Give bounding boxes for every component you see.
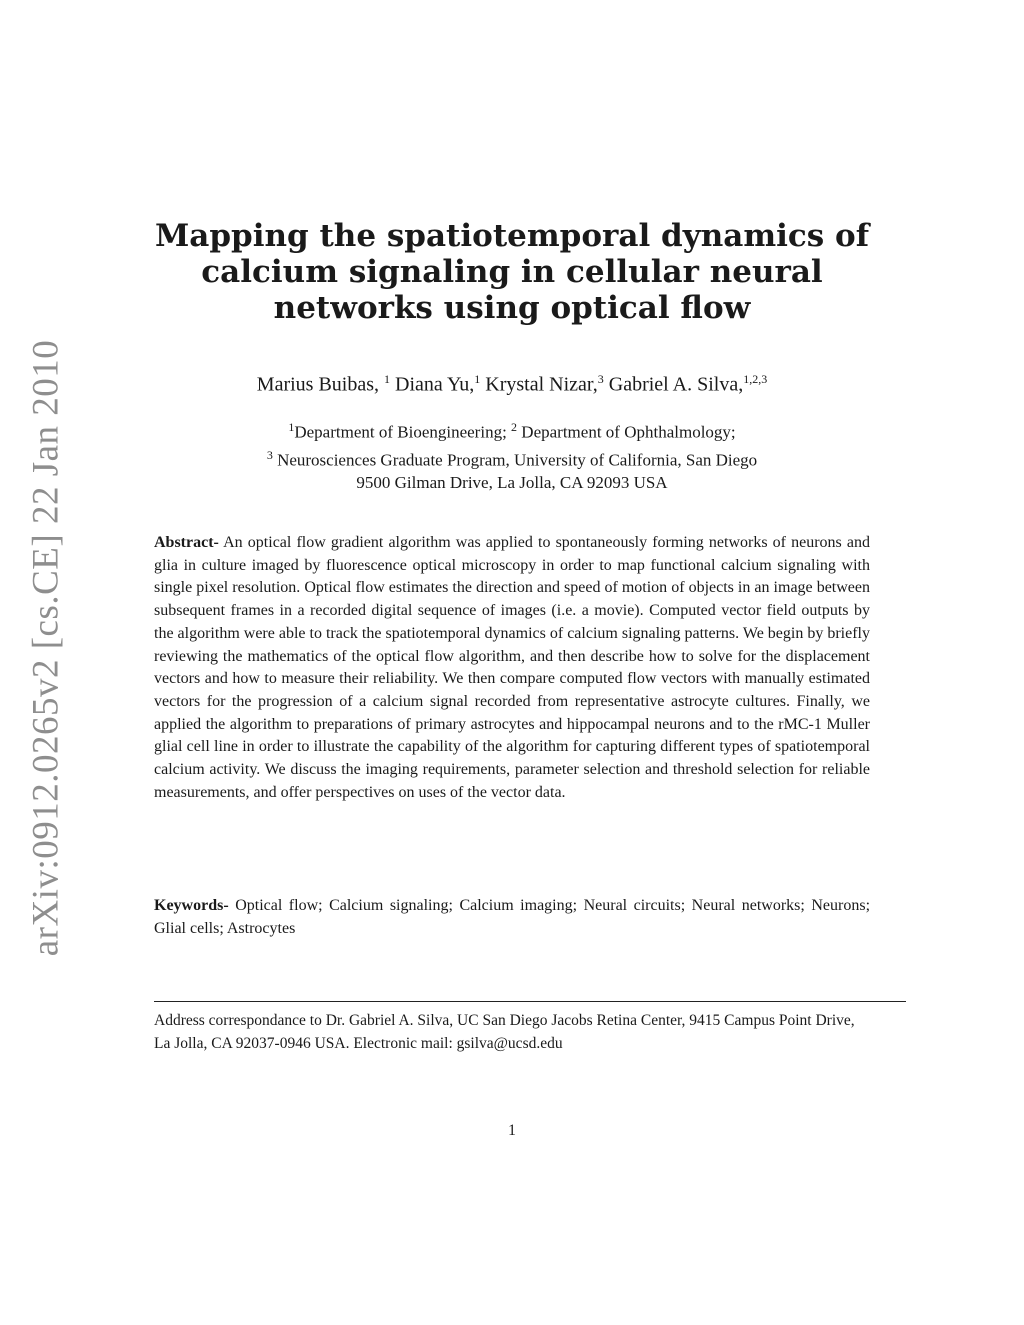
author-affiliation-mark: 1 <box>384 372 391 386</box>
affiliation-text: Department of Ophthalmology; <box>517 422 736 442</box>
paper-title: Mapping the spatiotemporal dynamics of calcium signaling in cellular neural networks using optical flow <box>154 218 870 326</box>
author-affiliation-mark: 1 <box>474 372 481 386</box>
affiliation-line <box>152 444 872 472</box>
affiliation-line <box>152 416 872 444</box>
author: Marius Buibas, <box>256 373 380 396</box>
affiliations <box>152 416 872 494</box>
author-list <box>152 366 872 398</box>
affiliation-address: 9500 Gilman Drive, La Jolla, CA 92093 USA <box>356 473 668 493</box>
affiliation-mark: 1 <box>288 420 295 434</box>
keywords <box>154 895 870 940</box>
affiliation-text: Department of Bioengineering; <box>294 422 512 442</box>
affiliation-mark: 3 <box>266 447 273 462</box>
abstract <box>154 532 870 804</box>
keywords-label: Keywords- <box>154 897 229 914</box>
author: Diana Yu, <box>395 373 475 396</box>
author: Krystal Nizar, <box>485 373 598 396</box>
abstract-label: Abstract- <box>154 534 219 551</box>
correspondence-footnote: Address correspondance to Dr. Gabriel A. Silva, UC San Diego Jacobs Retina Center, 9415 Campus Point Drive, La Jolla, CA 92037-0946 USA. Electronic mail: gsilva@ucsd.edu <box>154 1012 855 1052</box>
footnote-divider <box>154 1001 906 1002</box>
abstract-text: An optical flow gradient algorithm was applied to spontaneously forming networks of neurons and glia in culture imaged by fluorescence optical microscopy in order to map functional calcium signaling with single pixel resolution. Optical flow estimates the direction and speed of motion of objects in an image between subsequent frames in a recorded digital sequence of images (i.e. a movie). Computed vector field outputs by the algorithm were able to track the spatiotemporal dynamics of calcium signaling patterns. We begin by briefly reviewing the mathematics of the optical flow algorithm, and then describe how to solve for the displacement vectors and how to measure their reliability. We then compare computed flow vectors with manually estimated vectors for the progression of a calcium signal recorded from representative astrocyte cultures. Finally, we applied the algorithm to preparations of primary astrocytes and hippocampal neurons and to the rMC-1 Muller glial cell line in order to illustrate the capability of the algorithm for capturing different types of spatiotemporal calcium activity. We discuss the imaging requirements, parameter selection and threshold selection for reliable measurements, and offer perspectives on uses of the vector data. <box>154 534 871 801</box>
author: Gabriel A. Silva, <box>608 373 744 396</box>
page-number: 1 <box>508 1122 516 1139</box>
keywords-text: Optical flow; Calcium signaling; Calcium imaging; Neural circuits; Neural networks; Neurons; Glial cells; Astrocytes <box>154 897 871 937</box>
author-affiliation-mark: 3 <box>597 372 604 386</box>
affiliation-mark: 2 <box>511 420 518 434</box>
affiliation-text: Neurosciences Graduate Program, University of California, San Diego <box>272 450 758 470</box>
arxiv-identifier: arXiv:0912.0265v2 [cs.CE] 22 Jan 2010 <box>25 339 67 957</box>
author-affiliation-mark: 1,2,3 <box>743 372 768 386</box>
